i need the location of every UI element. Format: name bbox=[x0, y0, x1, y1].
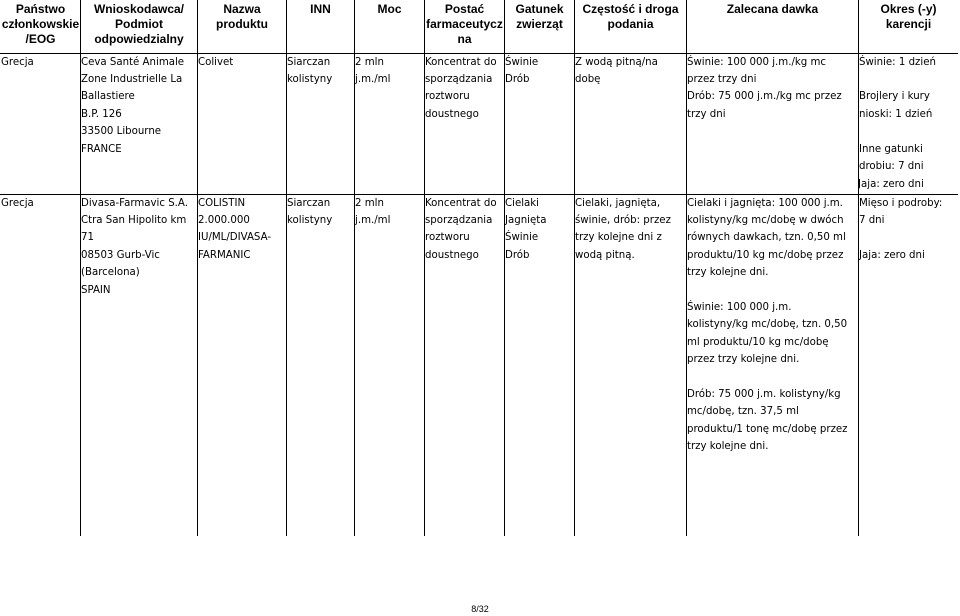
table-row bbox=[0, 53, 958, 194]
header-product: Nazwa produktu bbox=[197, 0, 286, 53]
cell-withdrawal: Mięso i podroby: 7 dni Jaja: zero dni bbox=[859, 197, 943, 261]
cell-withdrawal: Świnie: 1 dzień Brojlery i kury nioski: 1 dzień Inne gatunki drobiu: 7 dni Jaja: zero dni bbox=[858, 53, 958, 194]
column-divider bbox=[574, 0, 575, 536]
header-row bbox=[0, 0, 958, 53]
cell-form: Koncentrat do sporządzania roztworu doustnego bbox=[425, 197, 497, 261]
cell-applicant: Divasa-Farmavic S.A. Ctra San Hipolito km 71 08503 Gurb-Vic (Barcelona) SPAIN bbox=[81, 197, 188, 296]
cell-product: Colivet bbox=[197, 53, 286, 194]
cell-product: COLISTIN 2.000.000 IU/ML/DIVASA- FARMANIC bbox=[198, 197, 272, 261]
cell-dose: Świnie: 100 000 j.m./kg mc przez trzy dni Drób: 75 000 j.m./kg mc przez trzy dni bbox=[686, 53, 858, 194]
cell-species: Świnie Drób bbox=[504, 53, 574, 194]
header-country: Państwo członkowskie /EOG bbox=[0, 0, 80, 53]
table-row bbox=[0, 194, 958, 590]
cell-country: Grecja bbox=[0, 53, 80, 194]
column-divider bbox=[286, 0, 287, 536]
cell-frequency: Cielaki, jagnięta, świnie, drób: przez trzy kolejne dni z wodą pitną. bbox=[575, 197, 671, 261]
column-divider bbox=[504, 0, 505, 536]
page-number: 8/32 bbox=[471, 604, 489, 614]
cell-form: Koncentrat do sporządzania roztworu doustnego bbox=[424, 53, 504, 194]
cell-inn: Siarczan kolistyny bbox=[287, 197, 333, 226]
header-inn: INN bbox=[286, 0, 354, 53]
cell-strength: 2 mln j.m./ml bbox=[354, 53, 424, 194]
header-dose: Zalecana dawka bbox=[686, 0, 858, 53]
header-form: Postać farmaceutycz na bbox=[424, 0, 504, 53]
column-divider bbox=[686, 0, 687, 536]
header-frequency: Częstość i droga podania bbox=[574, 0, 686, 53]
cell-species: Cielaki Jagnięta Świnie Drób bbox=[505, 197, 547, 261]
cell-inn: Siarczan kolistyny bbox=[286, 53, 354, 194]
column-divider bbox=[80, 0, 81, 536]
column-divider bbox=[424, 0, 425, 536]
column-divider bbox=[354, 0, 355, 536]
cell-frequency: Z wodą pitną/na dobę bbox=[574, 53, 686, 194]
column-divider bbox=[858, 0, 859, 536]
cell-dose: Cielaki i jagnięta: 100 000 j.m. kolistyny/kg mc/dobę w dwóch równych dawkach, tzn. 0,50 ml produktu/10 kg mc/dobę przez trzy kolejne dni. Świnie: 100 000 j.m. kolistyny/kg mc/dobę, tzn. 0,50 ml produktu/10 kg mc/dobę przez trzy kolejne dni. Drób: 75 000 j.m. kolistyny/kg mc/dobę, tzn. 37,5 ml produktu/1 tonę mc/dobę przez trzy kolejne dni. bbox=[687, 197, 848, 453]
cell-country: Grecja bbox=[1, 197, 34, 209]
withdrawal-eggs-note: Jaja: zero dni bbox=[858, 179, 924, 191]
header-applicant: Wnioskodawca/ Podmiot odpowiedzialny bbox=[80, 0, 197, 53]
column-divider bbox=[197, 0, 198, 536]
cell-strength: 2 mln j.m./ml bbox=[355, 197, 391, 226]
header-withdrawal: Okres (-y) karencji bbox=[858, 0, 958, 53]
header-strength: Moc bbox=[354, 0, 424, 53]
header-species: Gatunek zwierząt bbox=[504, 0, 574, 53]
cell-applicant: Ceva Santé Animale Zone Industrielle La Ballastiere B.P. 126 33500 Libourne FRANCE bbox=[80, 53, 197, 194]
